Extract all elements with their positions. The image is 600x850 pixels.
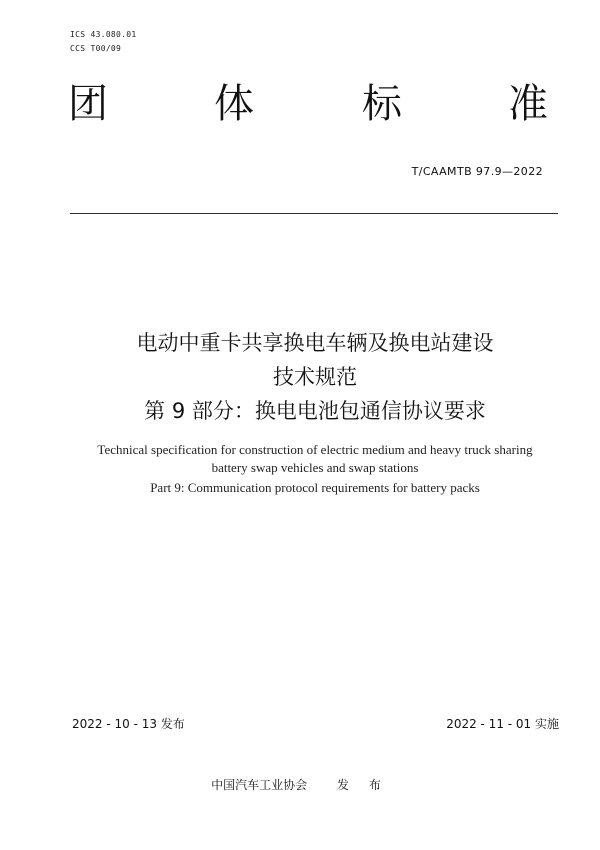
title-en-line-2: battery swap vehicles and swap stations	[211, 460, 419, 475]
implementation-date: 2022 - 11 - 01 实施	[446, 717, 559, 731]
publisher-line	[0, 776, 600, 793]
issue-date: 2022 - 10 - 13 发布	[72, 717, 185, 731]
title-en-line-1: Technical specification for construction of electric medium and heavy truck sharing	[97, 442, 533, 457]
title-cn-line-1: 电动中重卡共享换电车辆及换电站建设	[136, 331, 494, 355]
publish-label: 发 布	[337, 778, 389, 792]
header-divider	[70, 213, 558, 214]
publisher-name: 中国汽车工业协会	[211, 778, 308, 792]
ics-code: ICS 43.080.01	[70, 30, 137, 39]
title-cn-line-3: 第 9 部分：换电电池包通信协议要求	[144, 399, 486, 423]
doc-type-char-1: 团	[68, 81, 108, 127]
doc-type-char-2: 体	[214, 81, 254, 127]
ccs-code: CCS T00/09	[70, 44, 122, 53]
standard-number: T/CAAMTB 97.9—2022	[411, 165, 543, 178]
doc-type-char-4: 准	[508, 81, 548, 127]
title-en-line-3: Part 9: Communication protocol requirements for battery packs	[150, 480, 480, 495]
doc-type-char-3: 标	[362, 81, 402, 127]
title-cn-line-2: 技术规范	[273, 365, 357, 389]
